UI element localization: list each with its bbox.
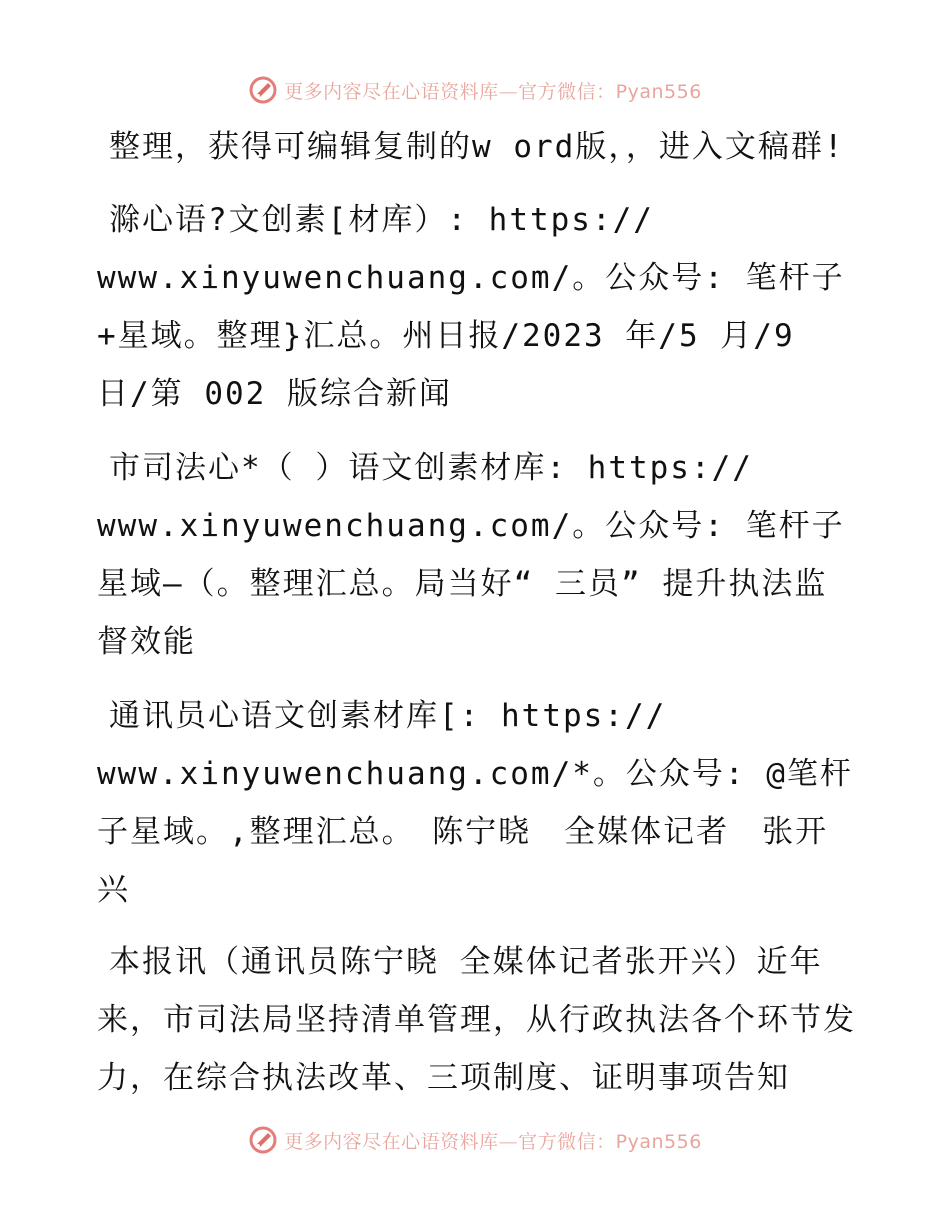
document-body — [97, 118, 857, 1107]
paragraph-intro: 整理，获得可编辑复制的w ord版，，进入文稿群! — [109, 129, 845, 165]
paragraph-byline: 通讯员心语文创素材库[: https:// www.xinyuwenchuang.com/*。公众号: @笔杆子星域。,整理汇总。 陈宁晓 全媒体记者 张开兴 — [97, 698, 853, 908]
paragraph-headline: 市司法心*（ ）语文创素材库: https:// www.xinyuwenchuang.com/。公众号: 笔杆子星域—（。整理汇总。局当好“ 三员” 提升执法监督效能 — [97, 450, 845, 660]
watermark-text: 更多内容尽在心语资料库—官方微信：Pyan556 — [284, 1130, 702, 1153]
watermark-text: 更多内容尽在心语资料库—官方微信：Pyan556 — [284, 80, 702, 103]
watermark-banner-bottom — [0, 1120, 950, 1160]
watermark-banner-top — [0, 70, 950, 110]
watermark-logo-icon — [248, 1125, 278, 1155]
watermark-logo-icon — [248, 75, 278, 105]
paragraph-source-newspaper: 滁心语?文创素[材库）: https:// www.xinyuwenchuang.com/。公众号: 笔杆子+星域。整理}汇总。州日报/2023 年/5 月/9 日/第 002 版综合新闻 — [97, 202, 845, 412]
paragraph-lead: 本报讯（通讯员陈宁晓 全媒体记者张开兴）近年来，市司法局坚持清单管理，从行政执法各个环节发力，在综合执法改革、三项制度、证明事项告知 — [97, 944, 856, 1096]
